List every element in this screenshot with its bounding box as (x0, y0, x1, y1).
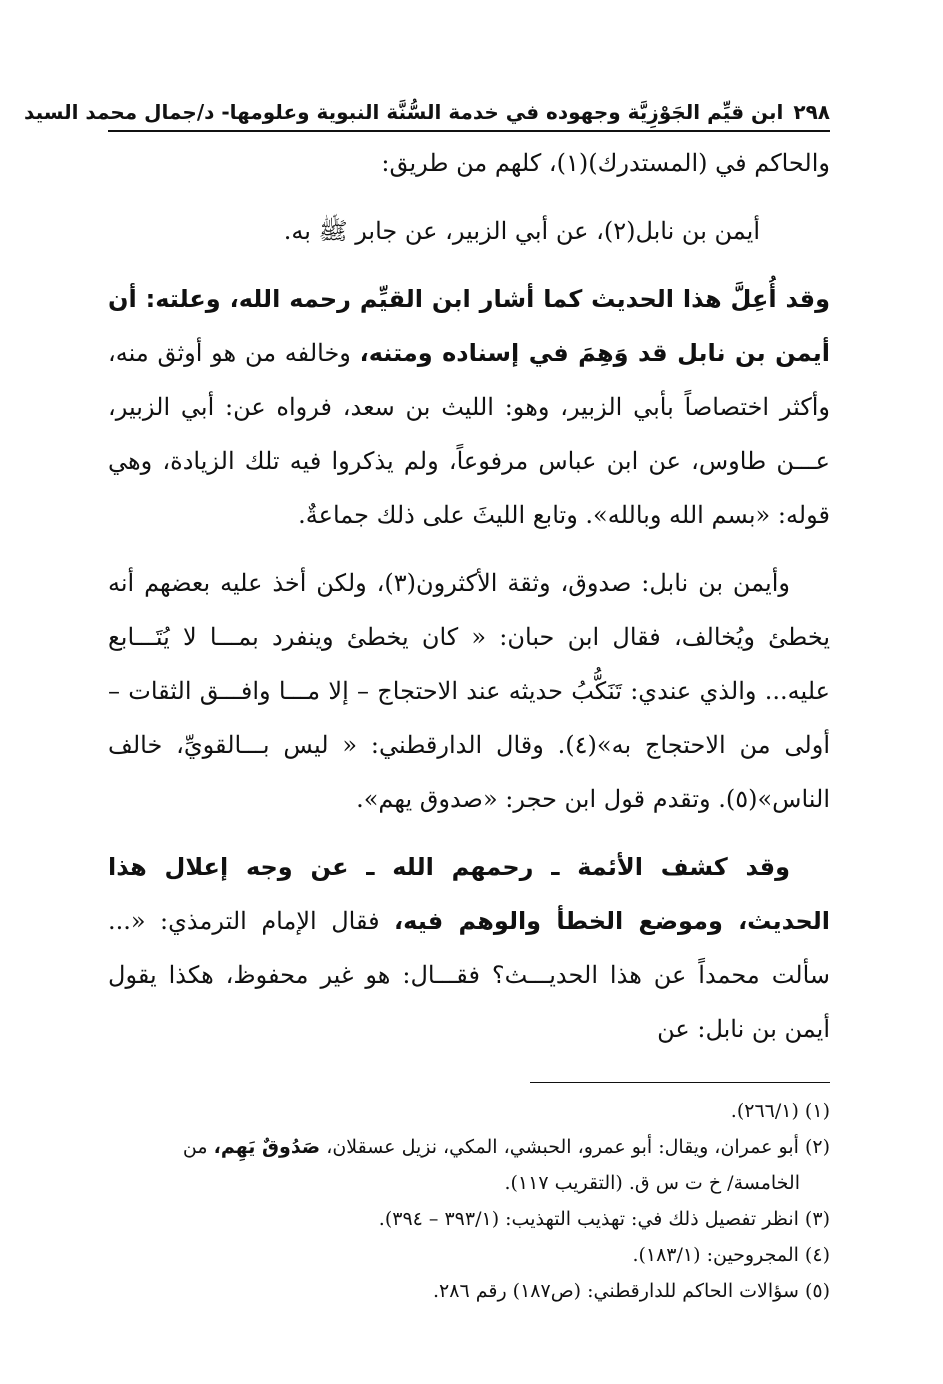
book-page (24, 60, 830, 1309)
paragraph-3-rest: وخالفه من هو أوثق منه، وأكثر اختصاصاً بأبي الزبير، وهو: الليث بن سعد، فرواه عن: أبي الزبير، عـــن طاوس، عن ابن عباس مرفوعاً، ولم يذكروا فيه تلك الزيادة، وهي قوله: «بسم الله وبالله». وتابع الليثَ على ذلك جماعةٌ. (108, 339, 830, 529)
footnote-separator (530, 1082, 830, 1083)
footnote-2-bold: صَدُوقٌ يَهِم، (213, 1136, 321, 1158)
paragraph-5-bold: وقد كشف الأئمة ـ رحمهم الله ـ عن وجه إعلال هذا الحديث، وموضع الخطأ والوهم فيه، (108, 853, 830, 935)
paragraph-3 (108, 272, 830, 542)
footnote-3: (٣) انظر تفصيل ذلك في: تهذيب التهذيب: (٣٩٣/١ – ٣٩٤). (378, 1208, 830, 1230)
footnote-2 (108, 1129, 830, 1165)
main-text (108, 136, 830, 1056)
running-header (24, 60, 830, 132)
paragraph-5-rest: فقال الإمام الترمذي: «... سألت محمداً عن هذا الحديـــث؟ فقـــال: هو غير محفوظ، هكذا يقول أيمن بن نابل: عن (108, 907, 830, 1043)
footnote-4: (٤) المجروحين: (١٨٣/١). (632, 1244, 830, 1266)
running-title: ابن قيِّم الجَوْزِيَّة وجهوده في خدمة السُّنَّة النبوية وعلومها- د/جمال محمد السيد (24, 100, 784, 124)
footnote-5: (٥) سؤالات الحاكم للدارقطني: (ص١٨٧) رقم ٢٨٦. (433, 1280, 830, 1302)
paragraph-4: وأيمن بن نابل: صدوق، وثقة الأكثرون(٣)، ولكن أخذ عليه بعضهم أنه يخطئ ويُخالف، فقال ابن حبان: « كان يخطئ وينفرد بمـــا لا يُتَـــابع عليه... والذي عندي: تَنَكُّبُ حديثه عند الاحتجاج – إلا مـــا وافـــق الثقات – أولى من الاحتجاج به»(٤). وقال الدارقطني: « ليس بـــالقويِّ، خالف الناس»(٥). وتقدم قول ابن حجر: «صدوق يهم». (108, 569, 830, 813)
footnote-2-continued: الخامسة/ خ ت س ق. (التقريب ١١٧). (504, 1172, 800, 1194)
paragraph-1: والحاكم في (المستدرك)(١)، كلهم من طريق: (381, 149, 830, 177)
page-number: ٢٩٨ (793, 100, 830, 124)
paragraph-5 (108, 840, 830, 1056)
footnote-2-tail: من (182, 1136, 214, 1158)
paragraph-3-bold: وقد أُعِلَّ هذا الحديث كما أشار ابن القيِّم رحمه الله، وعلته: أن أيمن بن نابل قد وَهِمَ في إسناده ومتنه، (108, 285, 830, 367)
footnotes (108, 1093, 830, 1309)
footnote-1: (١) (٢٦٦/١). (730, 1100, 830, 1122)
paragraph-2: أيمن بن نابل(٢)، عن أبي الزبير، عن جابر ﷺ به. (283, 217, 760, 245)
footnote-2-text: (٢) أبو عمران، ويقال: أبو عمرو، الحبشي، المكي، نزيل عسقلان، (326, 1136, 830, 1158)
